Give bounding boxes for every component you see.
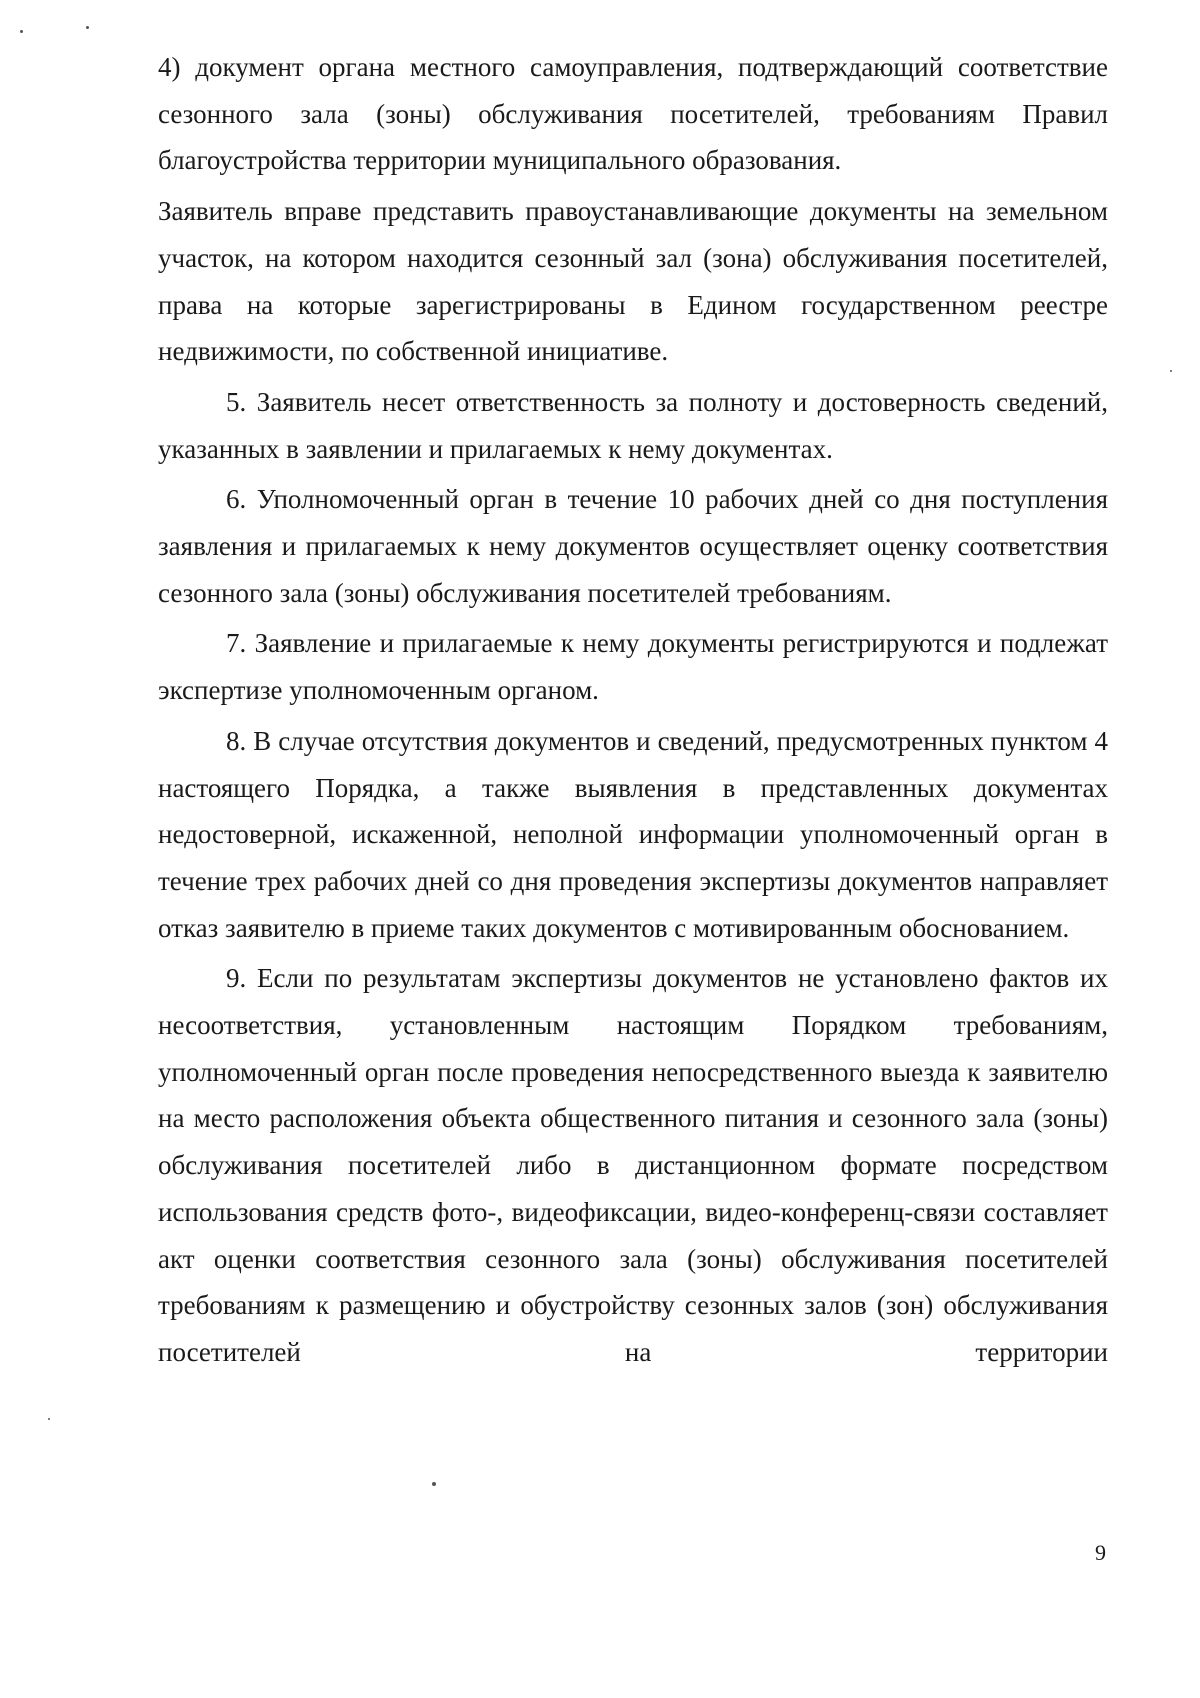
document-body	[158, 44, 1108, 1376]
scan-speck	[48, 1418, 50, 1420]
paragraph-6: 6. Уполномоченный орган в течение 10 рабочих дней со дня поступления заявления и прилагаемых к нему документов осуществляет оценку соответствия сезонного зала (зоны) обслуживания посетителей требованиям.	[158, 484, 1108, 608]
scan-speck	[432, 1482, 436, 1486]
paragraph-9: 9. Если по результатам экспертизы документов не установлено фактов их несоответствия, установленным настоящим Порядком требованиям, уполномоченный орган после проведения непосредственного выезда к заявителю на место расположения объекта общественного питания и сезонного зала (зоны) обслуживания посетителей либо в дистанционном формате посредством использования средств фото-, видеофиксации, видео-конференц-связи составляет акт оценки соответствия сезонного зала (зоны) обслуживания посетителей требованиям к размещению и обустройству сезонных залов (зон) обслуживания посетителей на территории	[158, 963, 1108, 1367]
scan-speck	[1170, 370, 1172, 372]
paragraph-8: 8. В случае отсутствия документов и сведений, предусмотренных пунктом 4 настоящего Порядка, а также выявления в представленных документах недостоверной, искаженной, неполной информации уполномоченный орган в течение трех рабочих дней со дня проведения экспертизы документов направляет отказ заявителю в приеме таких документов с мотивированным обоснованием.	[158, 725, 1108, 943]
paragraph-item-4: 4) документ органа местного самоуправления, подтверждающий соответствие сезонного зала (зоны) обслуживания посетителей, требованиям Правил благоустройства территории муниципального образования.	[158, 52, 1108, 176]
paragraph-applicant-right: Заявитель вправе представить правоустанавливающие документы на земельном участок, на котором находится сезонный зал (зона) обслуживания посетителей, права на которые зарегистрированы в Едином государственном реестре недвижимости, по собственной инициативе.	[158, 196, 1108, 367]
scan-speck	[20, 30, 23, 33]
paragraph-7: 7. Заявление и прилагаемые к нему документы регистрируются и подлежат экспертизе уполномоченным органом.	[158, 628, 1108, 706]
page-number: 9	[1095, 1540, 1106, 1565]
scan-speck	[86, 26, 89, 29]
paragraph-5: 5. Заявитель несет ответственность за полноту и достоверность сведений, указанных в заявлении и прилагаемых к нему документах.	[158, 386, 1108, 464]
